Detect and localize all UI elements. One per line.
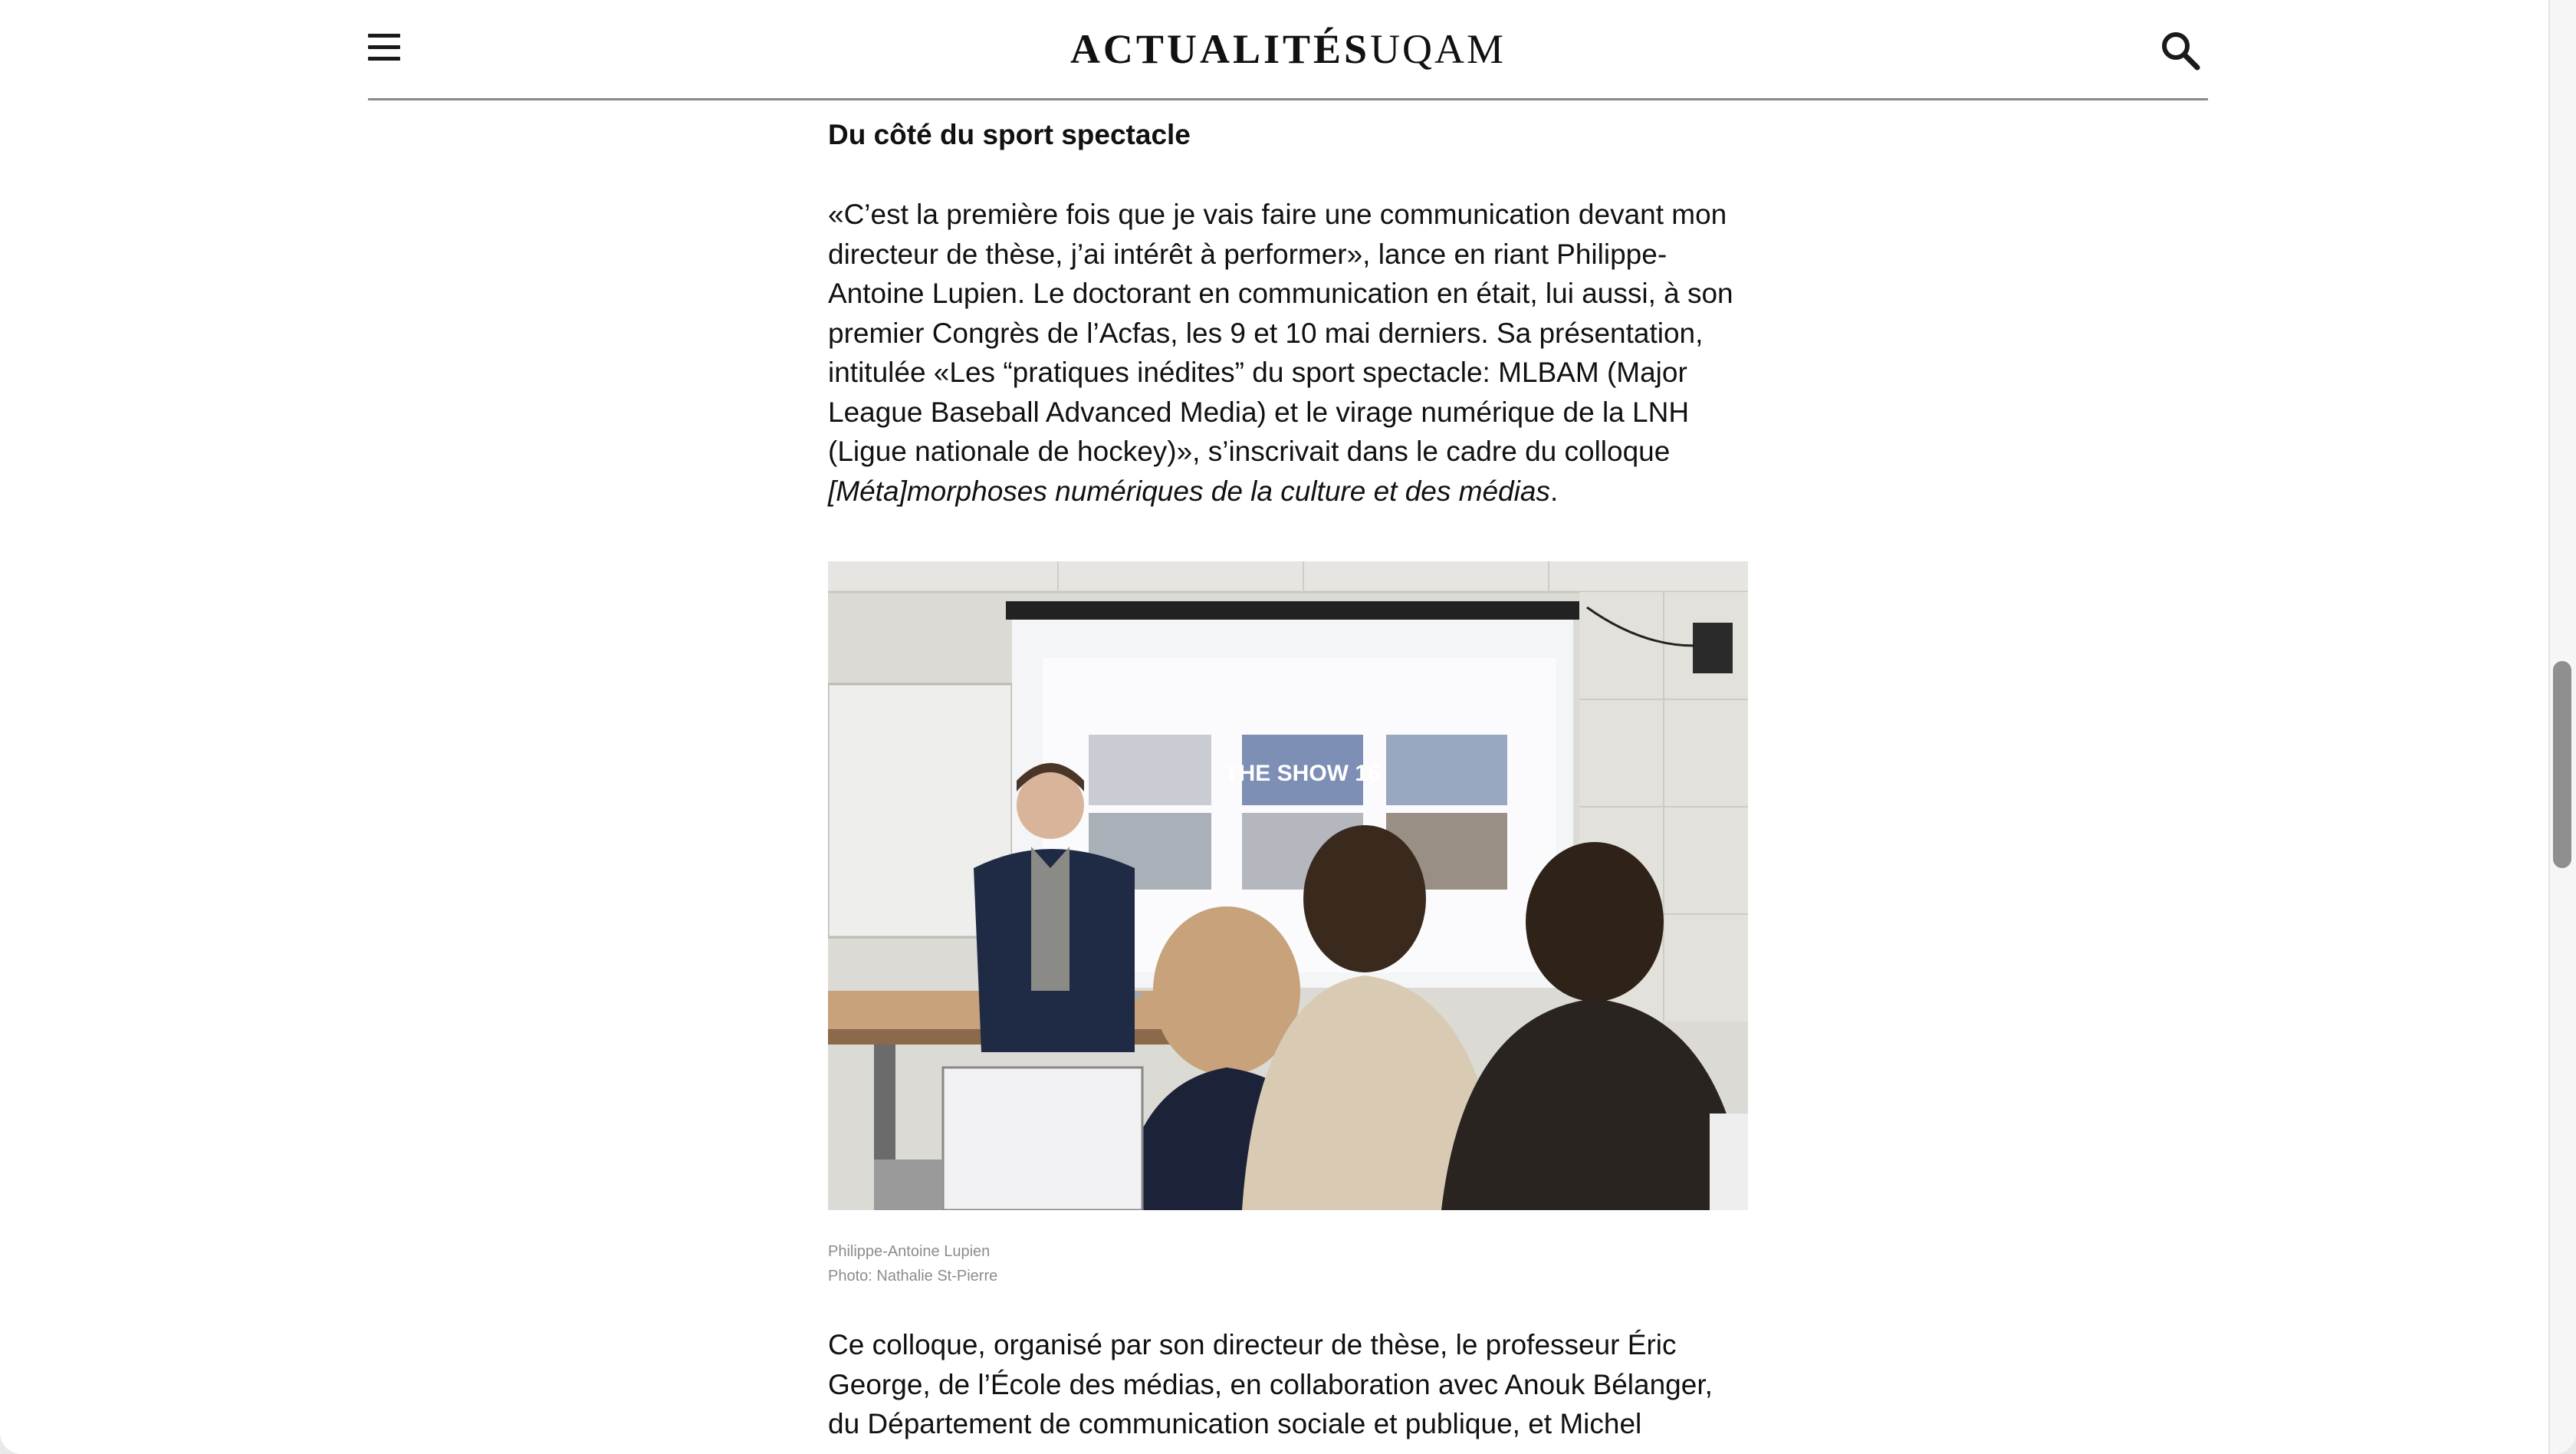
scrollbar-track[interactable] <box>2548 0 2576 1454</box>
article-body <box>828 98 1748 1444</box>
search-icon[interactable] <box>2159 29 2202 72</box>
site-logo[interactable] <box>368 23 2208 75</box>
paragraph-italic-title: [Méta]morphoses numériques de la culture et des médias <box>828 475 1550 507</box>
logo-bold-text: ACTUALITÉS <box>1070 26 1371 72</box>
article-photo <box>828 561 1748 1210</box>
logo-light-text: UQAM <box>1370 26 1506 72</box>
paragraph-text: «C’est la première fois que je vais faire une communication devant mon directeur de thèse, j’ai intérêt à performer», lance en riant Philippe-Antoine Lupien. Le doctorant en communication en était, lui aussi, à son premier Congrès de l’Acfas, les 9 et 10 mai derniers. Sa présentation, intitulée «Les “pratiques inédites” du sport spectacle: MLBAM (Major League Baseball Advanced Media) et le virage numérique de la LNH (Ligue nationale de hockey)», s’inscrivait dans le cadre du colloque <box>828 199 1733 467</box>
site-header <box>368 0 2208 100</box>
photo-caption <box>828 1239 1748 1288</box>
scrollbar-thumb[interactable] <box>2553 661 2571 868</box>
article-paragraph <box>828 195 1748 511</box>
caption-credit: Photo: Nathalie St-Pierre <box>828 1268 998 1285</box>
screen-title-text: THE SHOW 16 <box>1224 761 1381 786</box>
section-subheading: Du côté du sport spectacle <box>828 119 1191 150</box>
caption-name: Philippe-Antoine Lupien <box>828 1243 991 1260</box>
paragraph-end: . <box>1549 475 1559 507</box>
article-paragraph: Ce colloque, organisé par son directeur de thèse, le professeur Éric George, de l’École des médias, en collaboration avec Anouk Bélanger, du Département de communication sociale et publique, et Michel <box>828 1329 1713 1439</box>
classroom-presentation-illustration <box>828 561 1748 1210</box>
